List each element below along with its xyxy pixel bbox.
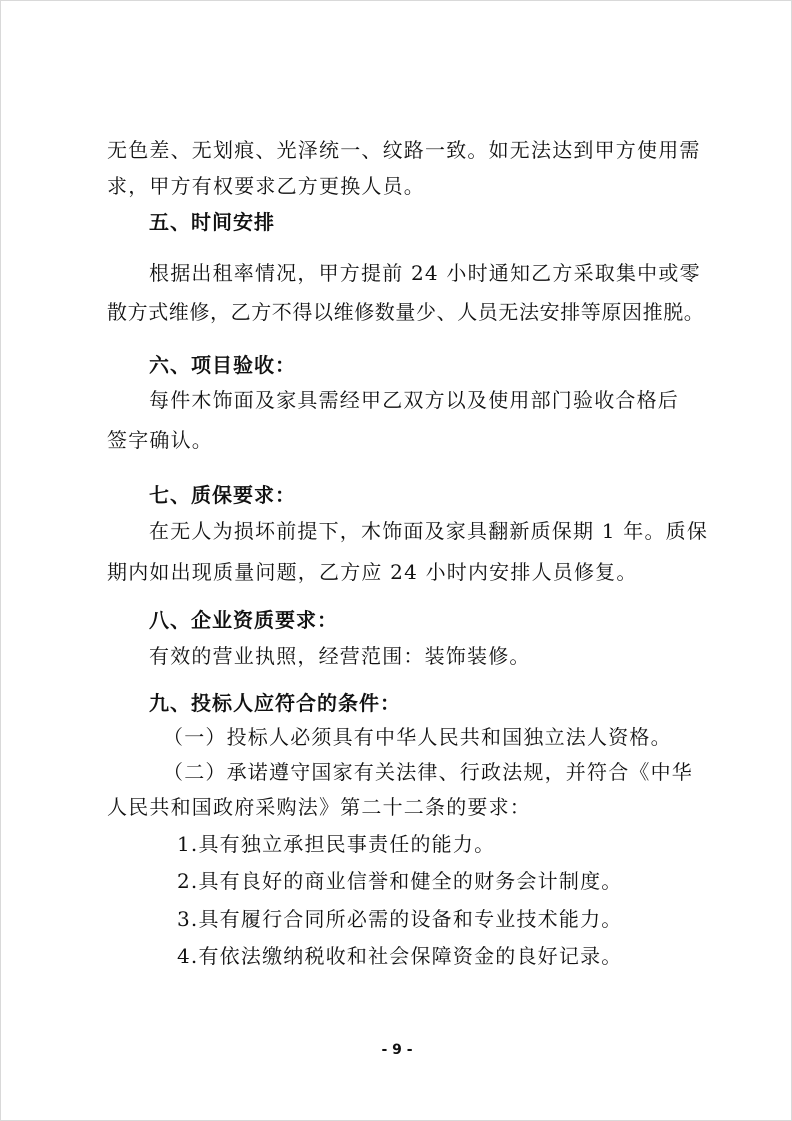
paragraph-line: 求，甲方有权要求乙方更换人员。 bbox=[107, 174, 425, 198]
paragraph-line: 在无人为损坏前提下，木饰面及家具翻新质保期 1 年。质保 bbox=[149, 519, 709, 543]
list-item: 2.具有良好的商业信誉和健全的财务会计制度。 bbox=[177, 869, 623, 893]
section-heading-warranty: 七、质保要求： bbox=[149, 483, 296, 507]
paragraph-line: 有效的营业执照，经营范围：装饰装修。 bbox=[149, 644, 531, 668]
list-item: 4.有依法缴纳税收和社会保障资金的良好记录。 bbox=[177, 944, 623, 968]
paragraph-line: 每件木饰面及家具需经甲乙双方以及使用部门验收合格后 bbox=[149, 388, 679, 412]
paragraph-line: 根据出租率情况，甲方提前 24 小时通知乙方采取集中或零 bbox=[149, 261, 701, 285]
section-heading-bidder-conditions: 九、投标人应符合的条件： bbox=[149, 691, 401, 715]
list-item: 3.具有履行合同所必需的设备和专业技术能力。 bbox=[177, 907, 623, 931]
section-heading-acceptance: 六、项目验收： bbox=[149, 353, 296, 377]
paragraph-line: 人民共和国政府采购法》第二十二条的要求： bbox=[107, 795, 531, 819]
paragraph-line: 无色差、无划痕、光泽统一、纹路一致。如无法达到甲方使用需 bbox=[107, 138, 701, 162]
list-item: （二）承诺遵守国家有关法律、行政法规，并符合《中华 bbox=[163, 760, 693, 784]
list-item: 1.具有独立承担民事责任的能力。 bbox=[177, 832, 496, 856]
section-heading-qualification: 八、企业资质要求： bbox=[149, 608, 338, 632]
section-heading-schedule: 五、时间安排 bbox=[149, 210, 275, 234]
paragraph-line: 期内如出现质量问题，乙方应 24 小时内安排人员修复。 bbox=[107, 560, 638, 584]
paragraph-line: 散方式维修，乙方不得以维修数量少、人员无法安排等原因推脱。 bbox=[107, 300, 705, 324]
list-item: （一）投标人必须具有中华人民共和国独立法人资格。 bbox=[163, 725, 672, 749]
paragraph-line: 签字确认。 bbox=[107, 428, 213, 452]
page-number: - 9 - bbox=[381, 1042, 413, 1058]
